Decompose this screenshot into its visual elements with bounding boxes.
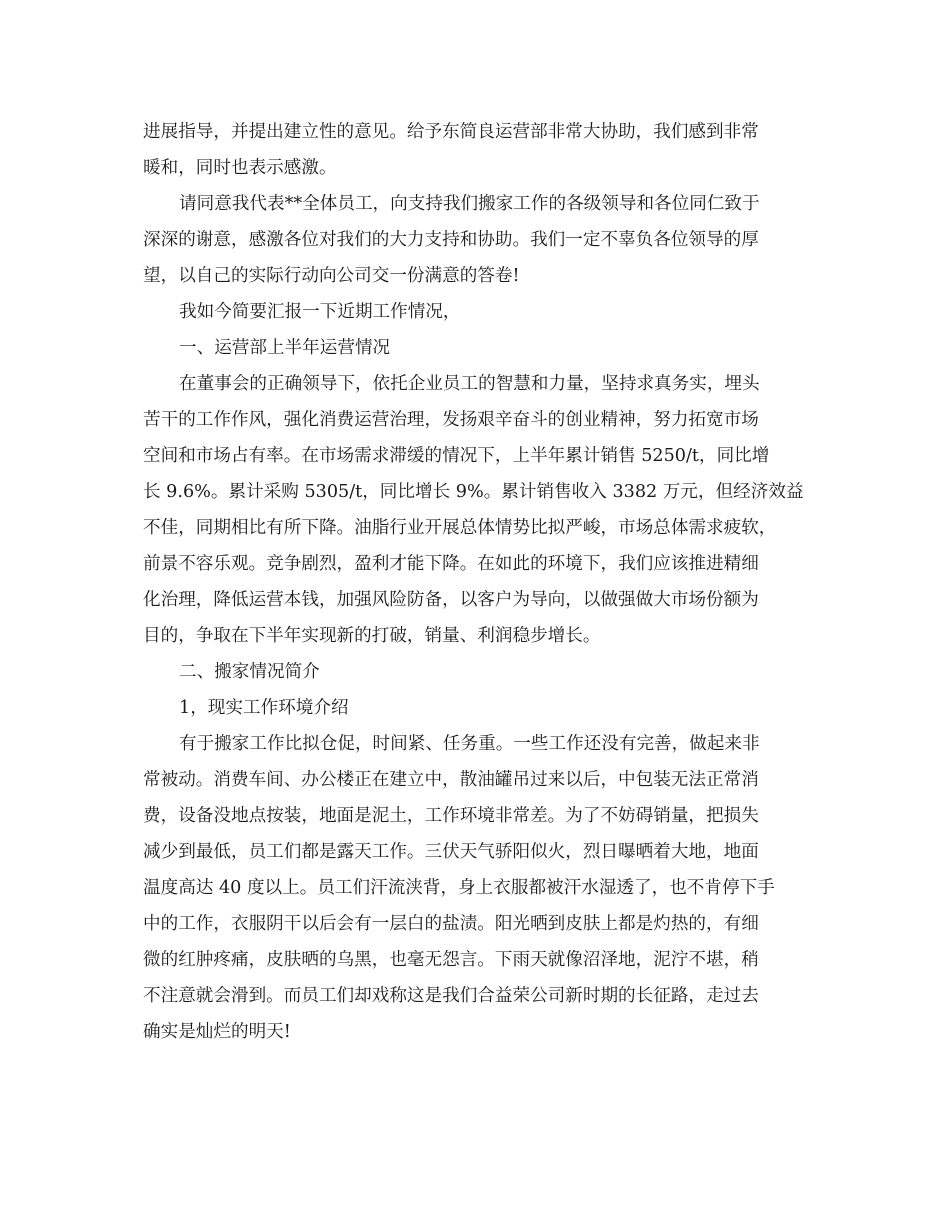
text-line: 苦干的工作作风，强化消费运营治理，发扬艰辛奋斗的创业精神，努力拓宽市场 (143, 410, 759, 430)
text-line: 化治理，降低运营本钱，加强风险防备，以客户为导向，以做强做大市场份额为 (143, 590, 759, 610)
text-line: 减少到最低，员工们都是露天工作。三伏天气骄阳似火，烈日曝晒着大地，地面 (143, 842, 759, 862)
text-line: 不注意就会滑到。而员工们却戏称这是我们合益荣公司新时期的长征路，走过去 (143, 986, 759, 1006)
text-line: 温度高达 40 度以上。员工们汗流浃背，身上衣服都被汗水湿透了，也不肯停下手 (143, 878, 775, 898)
text-line: 空间和市场占有率。在市场需求滞缓的情况下，上半年累计销售 5250/t，同比增 (143, 446, 770, 466)
text-line: 二、搬家情况简介 (179, 662, 320, 682)
text-line: 不佳，同期相比有所下降。油脂行业开展总体情势比拟严峻，市场总体需求疲软， (143, 518, 777, 538)
text-line: 望，以自己的实际行动向公司交一份满意的答卷! (143, 266, 520, 286)
text-line: 目的，争取在下半年实现新的打破，销量、利润稳步增长。 (143, 626, 601, 646)
document-body (143, 114, 803, 1050)
text-line: 请同意我代表**全体员工，向支持我们搬家工作的各级领导和各位同仁致于 (179, 194, 760, 214)
text-line: 有于搬家工作比拟仓促，时间紧、任务重。一些工作还没有完善，做起来非 (179, 734, 760, 754)
text-line: 费，设备没地点按装，地面是泥土，工作环境非常差。为了不妨碍销量，把损失 (143, 806, 759, 826)
text-line: 一、运营部上半年运营情况 (179, 338, 391, 358)
text-line: 暖和，同时也表示感激。 (143, 158, 337, 178)
text-line: 长 9.6%。累计采购 5305/t，同比增长 9%。累计销售收入 3382 万元，但经济效益 (143, 482, 804, 502)
text-line: 我如今简要汇报一下近期工作情况， (179, 302, 461, 322)
text-line: 确实是灿烂的明天! (143, 1022, 291, 1042)
text-line: 进展指导，并提出建立性的意见。给予东简良运营部非常大协助，我们感到非常 (143, 122, 759, 142)
text-line: 1，现实工作环境介绍 (179, 698, 349, 718)
text-line: 中的工作，衣服阴干以后会有一层白的盐渍。阳光晒到皮肤上都是灼热的，有细 (143, 914, 759, 934)
text-line: 微的红肿疼痛，皮肤晒的乌黑，也毫无怨言。下雨天就像沼泽地，泥泞不堪，稍 (143, 950, 759, 970)
text-line: 在董事会的正确领导下，依托企业员工的智慧和力量，坚持求真务实，埋头 (179, 374, 760, 394)
text-line: 前景不容乐观。竞争剧烈，盈利才能下降。在如此的环境下，我们应该推进精细 (143, 554, 759, 574)
text-line: 常被动。消费车间、办公楼正在建立中，散油罐吊过来以后，中包装无法正常消 (143, 770, 759, 790)
text-line: 深深的谢意，感激各位对我们的大力支持和协助。我们一定不辜负各位领导的厚 (143, 230, 759, 250)
